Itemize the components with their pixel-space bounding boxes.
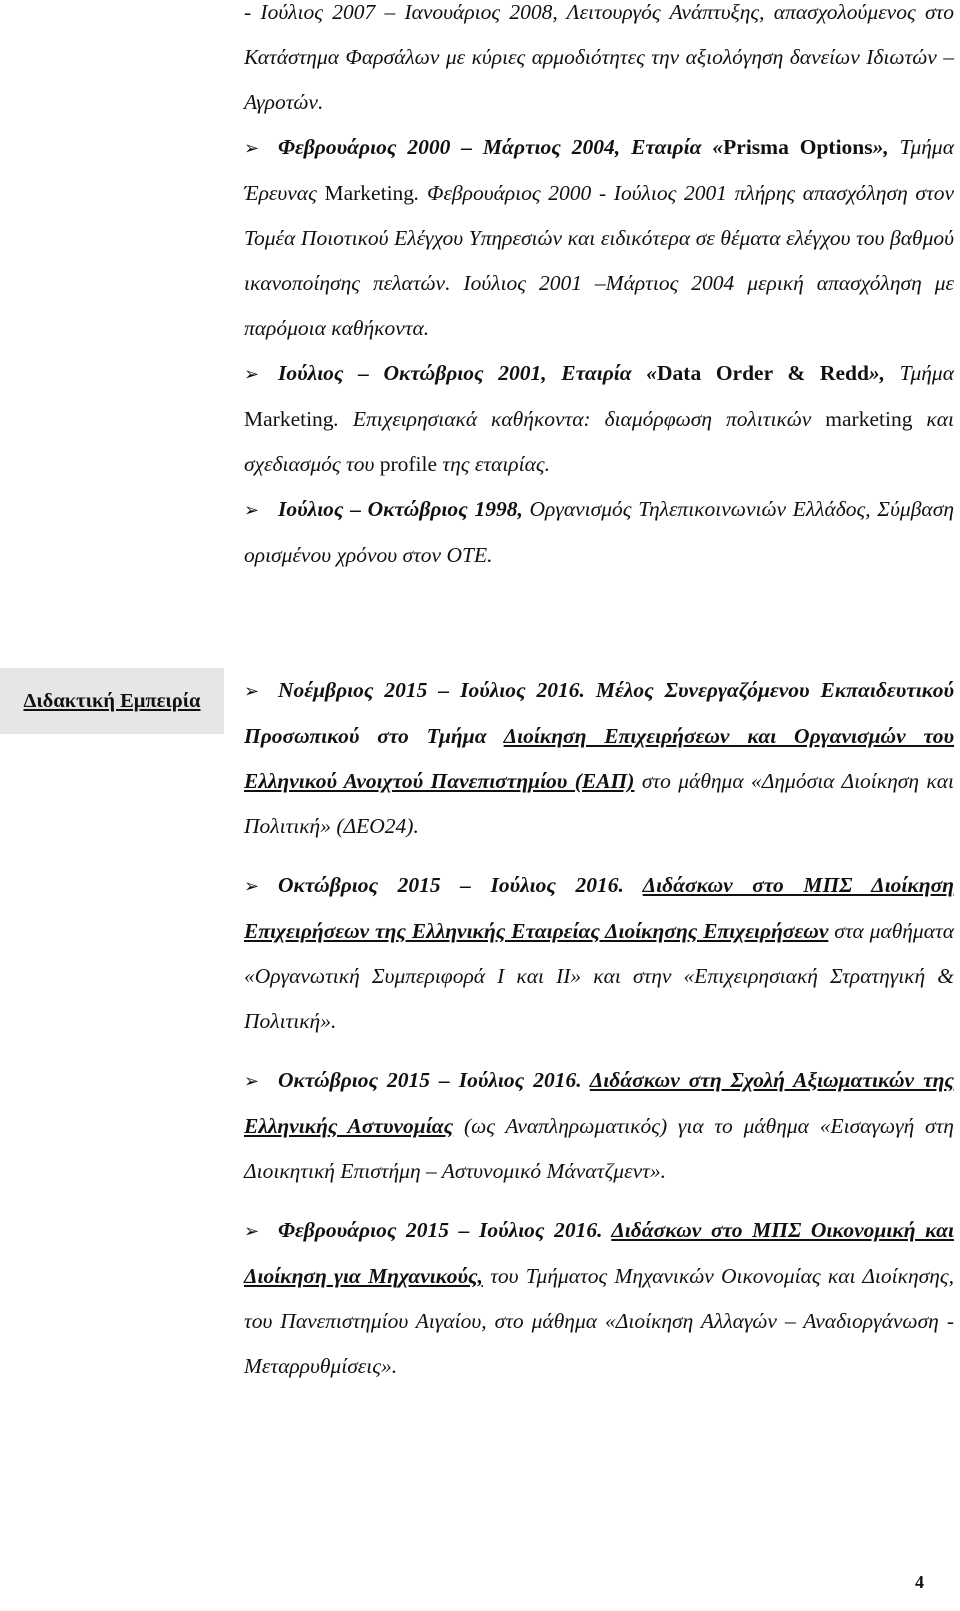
arrow-bullet-icon: ➢ (244, 364, 260, 384)
job-entry-prisma: ➢ Φεβρουάριος 2000 – Μάρτιος 2004, Εταιρία «Prisma Options», Τμήμα Έρευνας Marketing. Φεβρουάριος 2000 - Ιούλιος 2001 πλήρης απασχόληση στον Τομέα Ποιοτικού Ελέγχου Υπηρεσιών και ειδικότερα σε θέματα ελέγχου του βαθμού ικανοποίησης πελατών. Ιούλιος 2001 –Μάρτιος 2004 μερική απασχόληση με παρόμοια καθήκοντα. (244, 125, 954, 351)
arrow-bullet-icon: ➢ (244, 876, 260, 896)
job-entry-ote: ➢ Ιούλιος – Οκτώβριος 1998, Οργανισμός Τηλεπικοινωνιών Ελλάδος, Σύμβαση ορισμένου χρόνου στον ΟΤΕ. (244, 487, 954, 578)
job-entry-2007: - Ιούλιος 2007 – Ιανουάριος 2008, Λειτουργός Ανάπτυξης, απασχολούμενος στο Κατάστημα Φαρσάλων με κύριες αρμοδιότητες την αξιολόγηση δανείων Ιδιωτών – Αγροτών. (244, 0, 954, 114)
arrow-bullet-icon: ➢ (244, 1221, 260, 1241)
employment-history (244, 0, 954, 578)
teaching-experience-list (244, 668, 954, 1389)
arrow-bullet-icon: ➢ (244, 138, 260, 158)
arrow-bullet-icon: ➢ (244, 500, 260, 520)
teaching-entry-police: ➢ Οκτώβριος 2015 – Ιούλιος 2016. Διδάσκων στη Σχολή Αξιωματικών της Ελληνικής Αστυνομίας (ως Αναπληρωματικός) για το μάθημα «Εισαγωγή στη Διοικητική Επιστήμη – Αστυνομικό Μάνατζμεντ». (244, 1058, 954, 1194)
teaching-entry-eap: ➢ Νοέμβριος 2015 – Ιούλιος 2016. Μέλος Συνεργαζόμενου Εκπαιδευτικού Προσωπικού στο Τμήμα Διοίκηση Επιχειρήσεων και Οργανισμών του Ελληνικού Ανοιχτού Πανεπιστημίου (ΕΑΠ) στο μάθημα «Δημόσια Διοίκηση και Πολιτική» (ΔΕΟ24). (244, 668, 954, 849)
arrow-bullet-icon: ➢ (244, 681, 260, 701)
section-label-teaching-experience: Διδακτική Εμπειρία (0, 668, 224, 734)
arrow-bullet-icon: ➢ (244, 1071, 260, 1091)
job-entry-data-order: ➢ Ιούλιος – Οκτώβριος 2001, Εταιρία «Data Order & Redd», Τμήμα Marketing. Επιχειρησιακά καθήκοντα: διαμόρφωση πολιτικών marketing και σχεδιασμός του profile της εταιρίας. (244, 351, 954, 487)
page-number: 4 (915, 1572, 924, 1592)
teaching-entry-eede: ➢ Οκτώβριος 2015 – Ιούλιος 2016. Διδάσκων στο ΜΠΣ Διοίκηση Επιχειρήσεων της Ελληνικής Εταιρείας Διοίκησης Επιχειρήσεων στα μαθήματα «Οργανωτική Συμπεριφορά Ι και ΙΙ» και στην «Επιχειρησιακή Στρατηγική & Πολιτική». (244, 863, 954, 1044)
teaching-entry-aegean: ➢ Φεβρουάριος 2015 – Ιούλιος 2016. Διδάσκων στο ΜΠΣ Οικονομική και Διοίκηση για Μηχανικούς, του Τμήματος Μηχανικών Οικονομίας και Διοίκησης, του Πανεπιστημίου Αιγαίου, στο μάθημα «Διοίκηση Αλλαγών – Αναδιοργάνωση - Μεταρρυθμίσεις». (244, 1208, 954, 1389)
